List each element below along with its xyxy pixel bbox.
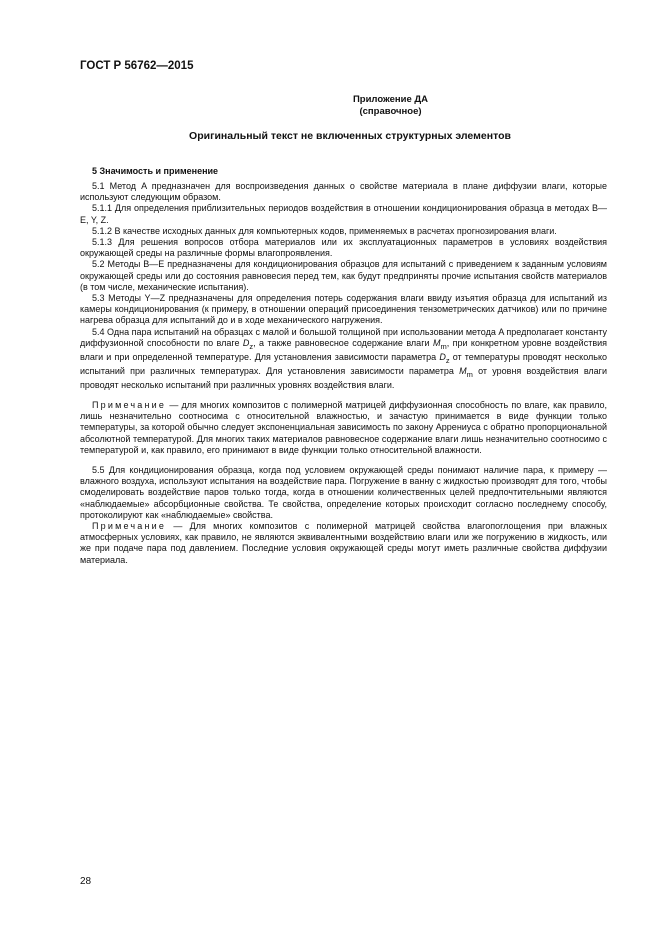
- note-1-text: — для многих композитов с полимерной матрицей диффузионная способность по влаге, как правило, лишь незначительно соотносима с относительной влажностью, и зачастую принимается в виде функции только температуры, за которой обычно следует экспоненциальная зависимость по закону Аррениуса с обратно пропорциональной абсолютной температурой. Для многих таких материалов равновесное содержание влаги лишь незначительно соотносимо с температурой и, как правило, его принимают в виде функции только относительной влажности.: [80, 400, 607, 455]
- paragraph-5-3: 5.3 Методы Y—Z предназначены для определения потерь содержания влаги ввиду изъятия образца для испытаний из камеры кондиционирования (к примеру, в отношении операций присоединения тензометрических датчиков) или по причине нагрева образца для испытаний до и в ходе механического нагружения.: [80, 293, 607, 326]
- section-title: 5 Значимость и применение: [92, 166, 219, 176]
- symbol-d-subscript: z: [445, 355, 450, 365]
- symbol-d-subscript: z: [249, 341, 254, 351]
- paragraph-5-4-part-a: 5.4 Одна пара испытаний на образцах с малой и большой толщиной при использовании метода A предполагает константу диффузионной способности по влаге: [80, 326, 607, 348]
- paragraph-5-1-2: 5.1.2 В качестве исходных данных для компьютерных кодов, применяемых в расчетах прогнозирования влаги.: [92, 225, 557, 236]
- symbol-d: D: [439, 351, 446, 362]
- paragraph-5-5: 5.5 Для кондиционирования образца, когда под условием окружающей среды понимают наличие пара, к примеру — влажного воздуха, используют испытания на воздействие пара. Погружение в ванну с жидкостью производят для того, чтобы смоделировать воздействие паров только тогда, когда в отношении количественных целей предпочтительными являются «наблюдаемые» абсорбционные свойства. Те свойства, определение которых происходит согласно последнему способу, протоколируют как «наблюдаемые» свойства.: [80, 465, 607, 520]
- annex-subtitle: (справочное): [359, 106, 422, 117]
- note-2: [80, 521, 607, 566]
- symbol-m: M: [432, 337, 441, 348]
- note-2-text: — Для многих композитов с полимерной матрицей свойства влагопоглощения при влажных атмосферных условиях, как правило, не являются эквивалентными воздействию влаги или же погружению в жидкость, или же при подаче пара под давлением. Последние условия окружающей среды могут иметь различные свойства диффузии материала.: [80, 521, 607, 565]
- paragraph-5-1-1: 5.1.1 Для определения приблизительных периодов воздействия в отношении кондиционирования образца в методах B—E, Y, Z.: [80, 203, 607, 225]
- paragraph-5-1-3: 5.1.3 Для решения вопросов отбора материалов или их эксплуатационных параметров в условиях воздействия окружающей среды на различные формы влагопроявления.: [80, 237, 607, 259]
- document-title: Оригинальный текст не включенных структурных элементов: [189, 130, 511, 142]
- symbol-m-subscript: m: [466, 369, 473, 379]
- note-1: [80, 400, 607, 456]
- annex-title: Приложение ДА: [352, 94, 429, 105]
- paragraph-5-4-part-b: , а также равновесное содержание влаги: [253, 337, 433, 348]
- page-number: 28: [80, 876, 92, 887]
- note-label: Примечание: [92, 521, 167, 532]
- note-label: Примечание: [92, 400, 167, 411]
- body-text: [80, 181, 607, 566]
- paragraph-5-4-part-e: от уровня воздействия влаги проводят несколько испытаний при различных уровнях воздействия влаги.: [80, 365, 607, 390]
- paragraph-5-4: [80, 327, 607, 391]
- symbol-m-subscript: m: [440, 341, 447, 351]
- annex-heading: [0, 94, 661, 118]
- paragraph-5-1: 5.1 Метод A предназначен для воспроизведения данных о свойстве материала в плане диффузии влаги, которые используют следующим образом.: [80, 181, 607, 203]
- standard-id-header: ГОСТ Р 56762—2015: [80, 60, 194, 72]
- paragraph-5-4-part-c: , при конкретном уровне воздействия влаги и при определенной температуре. Для установления зависимости параметра: [80, 337, 607, 362]
- paragraph-5-2: 5.2 Методы B—E предназначены для кондиционирования образцов для испытаний с приведением к заданным условиям окружающей среды или до состояния равновесия перед тем, как будут предприняты прочие испытания свойств материалов (в том числе, механические испытания).: [80, 259, 607, 292]
- symbol-d: D: [242, 337, 250, 348]
- symbol-m: M: [459, 365, 467, 376]
- paragraph-5-4-part-d: от температуры проводят несколько испытаний при различных температурах. Для установления зависимости параметра: [80, 351, 607, 376]
